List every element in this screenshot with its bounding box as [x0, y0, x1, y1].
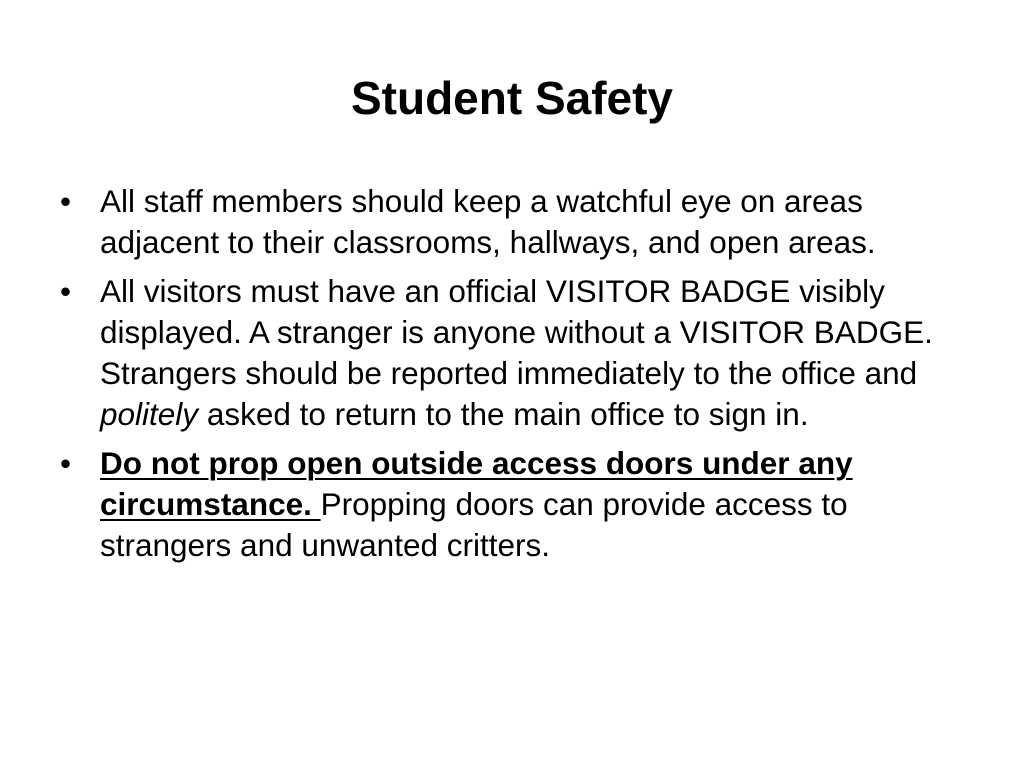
- bullet-text-part: Propping doors can provide access to strangers and unwanted critters.: [100, 486, 848, 563]
- bullet-text-part: All visitors must have an official VISITOR BADGE visibly displayed. A stranger is anyone without a VISITOR BADGE. Strangers should be reported immediately to the office and: [100, 273, 933, 391]
- bullet-item-visitor-badge: [58, 271, 963, 435]
- bullet-item-doors: [58, 443, 963, 566]
- bullet-list: [58, 181, 963, 574]
- slide-title: Student Safety: [350, 72, 674, 124]
- bullet-item-staff-watch: [58, 181, 963, 263]
- bullet-strong-warning: Do not prop open outside access doors under any circumstance.: [100, 445, 853, 522]
- bullet-text: All staff members should keep a watchful eye on areas adjacent to their classrooms, hallways, and open areas.: [100, 183, 876, 260]
- bullet-icon: •: [60, 445, 72, 481]
- bullet-text-part: asked to return to the main office to sign in.: [198, 396, 809, 432]
- bullet-icon: •: [60, 273, 72, 309]
- bullet-emphasis: politely: [100, 396, 199, 432]
- bullet-icon: •: [60, 183, 72, 219]
